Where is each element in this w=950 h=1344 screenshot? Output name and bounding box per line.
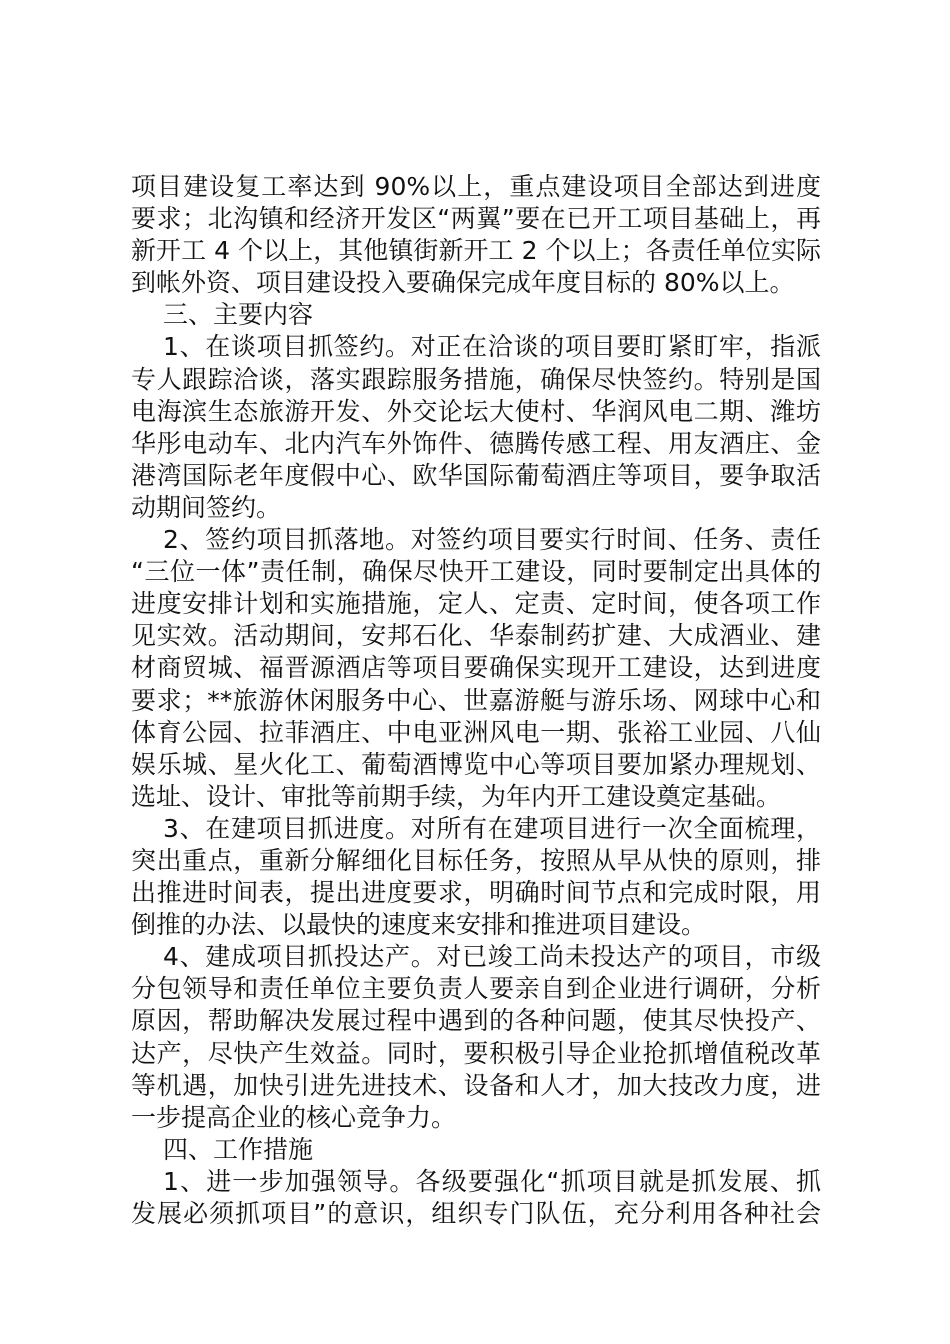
paragraph-line: 材商贸城、福晋源酒店等项目要确保实现开工建设，达到进度	[131, 653, 821, 683]
paragraph-line: 进度安排计划和实施措施，定人、定责、定时间，使各项工作	[131, 589, 821, 619]
paragraph-line: 见实效。活动期间，安邦石化、华泰制药扩建、大成酒业、建	[131, 621, 821, 651]
paragraph-line: 3、在建项目抓进度。对所有在建项目进行一次全面梳理，	[163, 813, 821, 843]
section-heading: 三、主要内容	[163, 300, 314, 330]
paragraph-line: 1、在谈项目抓签约。对正在洽谈的项目要盯紧盯牢，指派	[163, 332, 821, 362]
paragraph-line: 动期间签约。	[131, 492, 282, 522]
section-heading: 四、工作措施	[163, 1134, 314, 1164]
paragraph-line: 等机遇，加快引进先进技术、设备和人才，加大技改力度，进	[131, 1070, 821, 1100]
paragraph-line: 出推进时间表，提出进度要求，明确时间节点和完成时限，用	[131, 878, 821, 908]
paragraph-line: 4、建成项目抓投达产。对已竣工尚未投达产的项目，市级	[163, 942, 821, 972]
paragraph-line: 体育公园、拉菲酒庄、中电亚洲风电一期、张裕工业园、八仙	[131, 717, 821, 747]
paragraph-line: 专人跟踪洽谈，落实跟踪服务措施，确保尽快签约。特别是国	[131, 364, 821, 394]
paragraph-line: 项目建设复工率达到 90%以上，重点建设项目全部达到进度	[131, 172, 821, 201]
paragraph-line: 分包领导和责任单位主要负责人要亲自到企业进行调研，分析	[131, 974, 821, 1004]
paragraph-line: 达产，尽快产生效益。同时，要积极引导企业抢抓增值税改革	[131, 1038, 821, 1068]
paragraph-line: 1、进一步加强领导。各级要强化“抓项目就是抓发展、抓	[163, 1166, 821, 1196]
paragraph-line: 一步提高企业的核心竞争力。	[131, 1102, 457, 1132]
document-body	[131, 171, 821, 1230]
paragraph-line: 娱乐城、星火化工、葡萄酒博览中心等项目要加紧办理规划、	[131, 749, 821, 779]
paragraph-line: 2、签约项目抓落地。对签约项目要实行时间、任务、责任	[163, 525, 821, 555]
paragraph-line: 原因，帮助解决发展过程中遇到的各种问题，使其尽快投产、	[131, 1006, 821, 1036]
paragraph-line: 要求；北沟镇和经济开发区“两翼”要在已开工项目基础上，再	[131, 204, 821, 234]
paragraph-line: 选址、设计、审批等前期手续，为年内开工建设奠定基础。	[131, 781, 782, 811]
paragraph-line: 华彤电动车、北内汽车外饰件、德腾传感工程、用友酒庄、金	[131, 428, 821, 458]
paragraph-line: 新开工 4 个以上，其他镇街新开工 2 个以上；各责任单位实际	[131, 236, 821, 266]
paragraph-line: 倒推的办法、以最快的速度来安排和推进项目建设。	[131, 910, 707, 940]
paragraph-line: “三位一体”责任制，确保尽快开工建设，同时要制定出具体的	[131, 557, 821, 587]
paragraph-line: 港湾国际老年度假中心、欧华国际葡萄酒庄等项目，要争取活	[131, 460, 821, 490]
paragraph-line: 到帐外资、项目建设投入要确保完成年度目标的 80%以上。	[131, 268, 795, 298]
paragraph-line: 突出重点，重新分解细化目标任务，按照从早从快的原则，排	[131, 845, 821, 875]
paragraph-line: 发展必须抓项目”的意识，组织专门队伍，充分利用各种社会	[131, 1199, 821, 1228]
paragraph-line: 电海滨生态旅游开发、外交论坛大使村、华润风电二期、潍坊	[131, 396, 821, 426]
paragraph-line: 要求；**旅游休闲服务中心、世嘉游艇与游乐场、网球中心和	[131, 685, 821, 715]
